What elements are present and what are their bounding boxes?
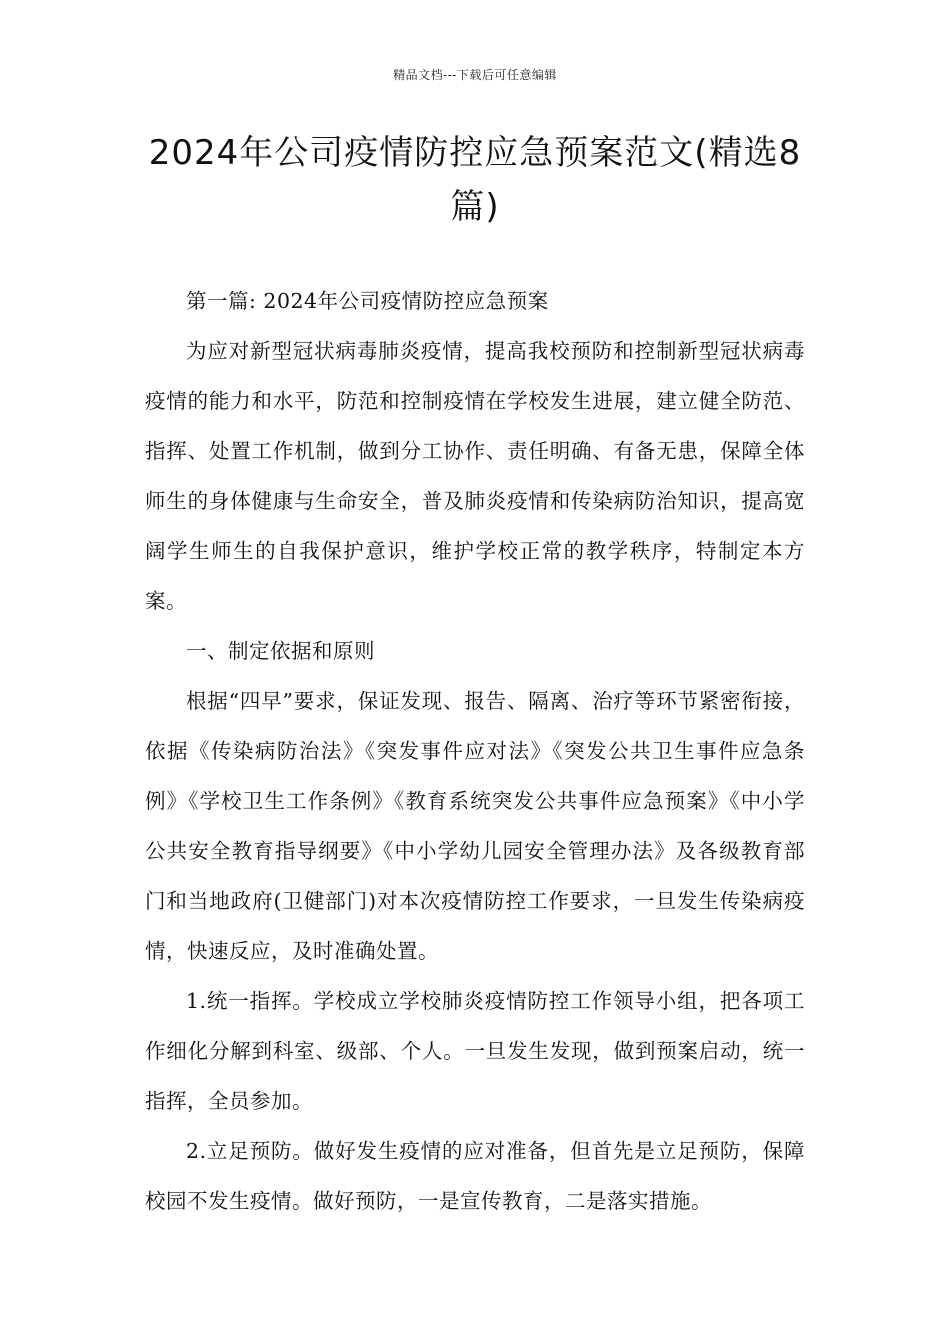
body-paragraph: 根据“四早”要求，保证发现、报告、隔离、治疗等环节紧密衔接，依据《传染病防治法》《突发事件应对法》《突发公共卫生事件应急条例》《学校卫生工作条例》《教育系统突发公共事件应急预案》《中小学公共安全教育指导纲要》《中小学幼儿园安全管理办法》及各级教育部门和当地政府(卫健部门)对本次疫情防控工作要求，一旦发生传染病疫情，快速反应，及时准确处置。 [145, 689, 805, 963]
subsection-heading: 一、制定依据和原则 [186, 639, 375, 663]
header-note: 精品文档---下载后可任意编辑 [393, 68, 557, 82]
section-heading: 第一篇: 2024年公司疫情防控应急预案 [186, 289, 549, 313]
document-title: 2024年公司疫情防控应急预案范文(精选8篇) [148, 133, 802, 227]
body-paragraph: 为应对新型冠状病毒肺炎疫情，提高我校预防和控制新型冠状病毒疫情的能力和水平，防范和控制疫情在学校发生进展，建立健全防范、指挥、处置工作机制，做到分工协作、责任明确、有备无患，保障全体师生的身体健康与生命安全，普及肺炎疫情和传染病防治知识，提高宽阔学生师生的自我保护意识，维护学校正常的教学秩序，特制定本方案。 [145, 339, 805, 613]
document-body [145, 276, 805, 1226]
body-paragraph: 1.统一指挥。学校成立学校肺炎疫情防控工作领导小组，把各项工作细化分解到科室、级部、个人。一旦发生发现，做到预案启动，统一指挥，全员参加。 [145, 989, 805, 1113]
body-paragraph: 2.立足预防。做好发生疫情的应对准备，但首先是立足预防，保障校园不发生疫情。做好预防，一是宣传教育，二是落实措施。 [145, 1139, 805, 1213]
